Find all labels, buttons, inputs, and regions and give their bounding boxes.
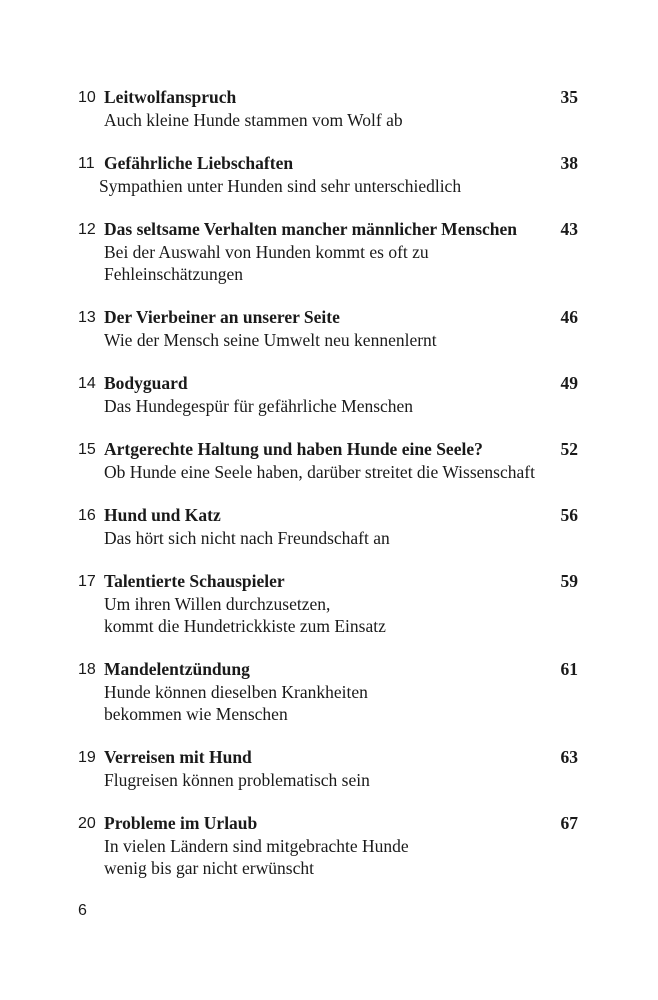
toc-entry [78, 152, 578, 197]
toc-entry [78, 306, 578, 351]
chapter-title: Das seltsame Verhalten mancher männlicher Menschen [104, 219, 518, 239]
chapter-subtitle: Auch kleine Hunde stammen vom Wolf ab [104, 110, 403, 130]
table-of-contents [78, 86, 578, 900]
chapter-title: Leitwolfanspruch [104, 87, 237, 107]
chapter-title: Talentierte Schauspieler [104, 571, 285, 591]
chapter-subtitle: Sympathien unter Hunden sind sehr unterschiedlich [99, 176, 462, 196]
toc-entry [78, 812, 578, 879]
chapter-subtitle: wenig bis gar nicht erwünscht [104, 858, 314, 878]
toc-entry [78, 218, 578, 285]
chapter-number: 10 [78, 89, 96, 106]
toc-entry [78, 86, 578, 131]
chapter-page: 38 [560, 153, 578, 173]
chapter-page: 52 [560, 439, 578, 459]
chapter-title: Bodyguard [104, 373, 188, 393]
chapter-title: Der Vierbeiner an unserer Seite [104, 307, 340, 327]
chapter-page: 49 [560, 373, 578, 393]
chapter-page: 46 [560, 307, 578, 327]
chapter-subtitle: bekommen wie Menschen [104, 704, 288, 724]
chapter-title: Verreisen mit Hund [104, 747, 252, 767]
chapter-title: Hund und Katz [104, 505, 221, 525]
chapter-number: 11 [78, 155, 95, 172]
chapter-number: 20 [78, 815, 96, 832]
toc-entry [78, 570, 578, 637]
toc-entry [78, 372, 578, 417]
chapter-subtitle: In vielen Ländern sind mitgebrachte Hunde [104, 836, 409, 856]
chapter-page: 43 [560, 219, 578, 239]
chapter-page: 35 [560, 87, 578, 107]
chapter-subtitle: Das Hundegespür für gefährliche Menschen [104, 396, 414, 416]
chapter-subtitle: Fehleinschätzungen [104, 264, 243, 284]
chapter-number: 15 [78, 441, 96, 458]
chapter-subtitle: Flugreisen können problematisch sein [104, 770, 370, 790]
chapter-subtitle: Hunde können dieselben Krankheiten [104, 682, 368, 702]
chapter-number: 16 [78, 507, 96, 524]
toc-entry [78, 746, 578, 791]
chapter-number: 13 [78, 309, 96, 326]
toc-entry [78, 438, 578, 483]
chapter-subtitle: Wie der Mensch seine Umwelt neu kennenlernt [104, 330, 437, 350]
chapter-page: 63 [560, 747, 578, 767]
toc-entry [78, 658, 578, 725]
toc-entry [78, 504, 578, 549]
chapter-title: Gefährliche Liebschaften [104, 153, 294, 173]
chapter-title: Artgerechte Haltung und haben Hunde eine Seele? [104, 439, 483, 459]
chapter-number: 14 [78, 375, 96, 392]
chapter-subtitle: Um ihren Willen durchzusetzen, [104, 594, 331, 614]
chapter-title: Mandelentzündung [104, 659, 250, 679]
chapter-number: 12 [78, 221, 96, 238]
chapter-page: 61 [560, 659, 578, 679]
chapter-number: 18 [78, 661, 96, 678]
chapter-number: 17 [78, 573, 96, 590]
chapter-title: Probleme im Urlaub [104, 813, 258, 833]
chapter-page: 67 [560, 813, 578, 833]
chapter-page: 59 [560, 571, 578, 591]
chapter-subtitle: Das hört sich nicht nach Freundschaft an [104, 528, 390, 548]
chapter-page: 56 [560, 505, 578, 525]
chapter-number: 19 [78, 749, 96, 766]
chapter-subtitle: Bei der Auswahl von Hunden kommt es oft zu [104, 242, 429, 262]
page-number: 6 [78, 902, 87, 919]
chapter-subtitle: kommt die Hundetrickkiste zum Einsatz [104, 616, 386, 636]
chapter-subtitle: Ob Hunde eine Seele haben, darüber streitet die Wissenschaft [104, 462, 535, 482]
